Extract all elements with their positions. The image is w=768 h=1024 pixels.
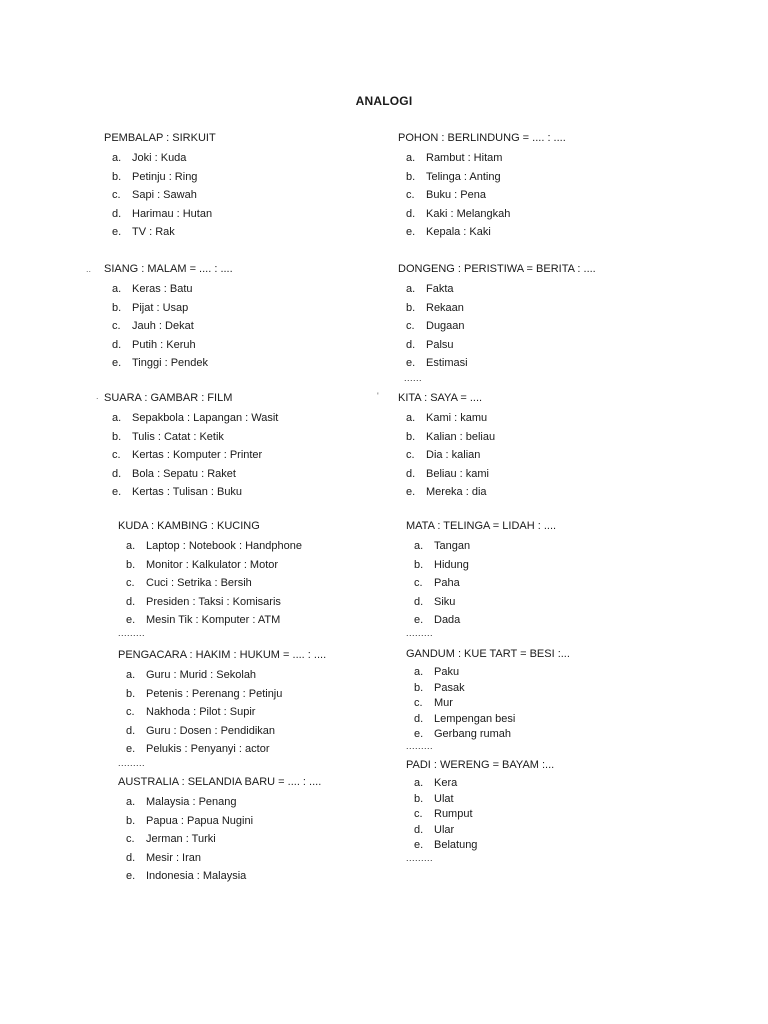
option-letter: e. (126, 614, 136, 627)
answer-option (398, 409, 488, 428)
option-letter: c. (414, 577, 423, 590)
option-text: Hidung (434, 558, 469, 571)
answer-option (406, 792, 554, 808)
option-letter: c. (406, 320, 415, 333)
answer-option (406, 696, 570, 712)
option-text: Paha (434, 577, 460, 590)
option-text: Tangan (434, 540, 471, 552)
option-letter: e. (126, 870, 136, 883)
answer-option (398, 299, 596, 318)
question-siang-malam (104, 262, 233, 373)
option-letter: b. (414, 558, 424, 571)
option-letter: c. (414, 808, 423, 820)
option-text: Bola : Sepatu : Raket (132, 467, 236, 480)
answer-blank: ......... (118, 758, 146, 768)
answer-blank: ...... (404, 373, 423, 383)
option-text: Ulat (434, 792, 454, 805)
option-text: Paku (434, 666, 460, 678)
option-text: Petenis : Perenang : Petinju (146, 687, 283, 700)
option-letter: e. (112, 486, 122, 499)
option-letter: e. (406, 357, 416, 370)
option-letter: a. (112, 152, 122, 164)
option-text: Kera (434, 777, 458, 789)
answer-option (118, 740, 326, 759)
option-letter: a. (414, 540, 424, 552)
option-letter: b. (126, 687, 136, 700)
answer-option (406, 681, 570, 697)
option-letter: e. (406, 226, 416, 239)
answer-option (104, 317, 233, 336)
option-letter: b. (414, 681, 424, 694)
option-letter: a. (414, 666, 424, 678)
answer-option (398, 149, 566, 168)
answer-option (104, 354, 233, 373)
option-text: Presiden : Taksi : Komisaris (146, 595, 281, 608)
option-letter: b. (406, 430, 416, 443)
answer-option (118, 812, 321, 831)
option-letter: b. (112, 430, 122, 443)
answer-option (398, 483, 487, 502)
option-text: Siku (434, 595, 456, 608)
answer-option (104, 280, 233, 299)
question-stem: POHON : BERLINDUNG = .... : .... (398, 132, 566, 144)
question-stem: MATA : TELINGA = LIDAH : .... (406, 520, 557, 532)
option-letter: c. (414, 697, 423, 709)
option-text: Sepakbola : Lapangan : Wasit (132, 412, 279, 424)
option-text: Malaysia : Penang (146, 796, 237, 808)
question-australia (118, 775, 321, 886)
option-text: Mereka : dia (426, 486, 487, 499)
option-letter: e. (112, 226, 122, 239)
option-text: Belatung (434, 839, 478, 851)
option-text: Rumput (434, 808, 473, 820)
option-letter: d. (126, 724, 136, 737)
answer-option (118, 703, 326, 722)
option-letter: d. (406, 338, 416, 351)
answer-option (406, 593, 556, 612)
question-dongeng (398, 262, 596, 373)
option-letter: a. (406, 412, 416, 424)
option-letter: a. (406, 283, 416, 295)
answer-option (118, 722, 326, 741)
answer-option (398, 336, 596, 355)
option-letter: d. (126, 595, 136, 608)
option-letter: d. (406, 207, 416, 220)
option-letter: e. (414, 728, 424, 740)
answer-option (118, 830, 321, 849)
option-text: Mesir : Iran (146, 851, 202, 864)
option-letter: c. (406, 449, 415, 462)
question-pohon (398, 131, 566, 242)
answer-option (104, 336, 233, 355)
option-text: Joki : Kuda (132, 152, 187, 164)
answer-blank: ......... (406, 853, 434, 863)
question-stem: PENGACARA : HAKIM : HUKUM = .... : .... (118, 649, 327, 661)
option-letter: a. (406, 152, 416, 164)
question-stem: DONGENG : PERISTIWA = BERITA : .... (398, 263, 596, 275)
answer-option (118, 849, 321, 868)
answer-option (406, 807, 554, 823)
answer-option (104, 168, 216, 187)
answer-option (398, 354, 596, 373)
option-letter: e. (406, 486, 416, 499)
answer-option (406, 574, 556, 593)
answer-option (118, 537, 302, 556)
option-letter: a. (126, 796, 136, 808)
option-text: Beliau : kami (426, 467, 489, 480)
answer-option (104, 483, 243, 502)
question-suara-gambar (104, 391, 279, 502)
option-letter: e. (414, 839, 424, 851)
option-text: Kalian : beliau (426, 430, 496, 443)
option-text: Indonesia : Malaysia (146, 870, 247, 883)
answer-option (398, 205, 566, 224)
answer-option (118, 867, 321, 886)
answer-blank: ......... (406, 628, 434, 638)
question-gandum (406, 647, 570, 743)
option-text: Estimasi (426, 357, 468, 370)
option-text: Palsu (426, 338, 454, 351)
option-letter: d. (112, 207, 122, 220)
question-stem: KITA : SAYA = .... (398, 392, 483, 404)
option-text: Mesin Tik : Komputer : ATM (146, 614, 281, 627)
option-letter: c. (112, 189, 121, 202)
option-letter: b. (126, 558, 136, 571)
option-letter: e. (414, 614, 424, 627)
question-padi-wereng (406, 758, 554, 854)
option-letter: d. (414, 595, 424, 608)
option-text: Pasak (434, 681, 465, 694)
option-text: Rambut : Hitam (426, 152, 503, 164)
option-text: Kami : kamu (426, 412, 488, 424)
option-text: Kepala : Kaki (426, 226, 491, 239)
question-stem: AUSTRALIA : SELANDIA BARU = .... : .... (118, 776, 322, 788)
option-text: Telinga : Anting (426, 170, 501, 183)
option-text: Laptop : Notebook : Handphone (146, 540, 302, 552)
option-letter: b. (126, 814, 136, 827)
answer-option (104, 186, 216, 205)
option-text: Putih : Keruh (132, 338, 196, 351)
answer-option (398, 280, 596, 299)
option-text: Jauh : Dekat (132, 320, 194, 333)
option-letter: b. (112, 170, 122, 183)
option-text: Dia : kalian (426, 449, 481, 462)
answer-option (398, 446, 482, 465)
option-letter: d. (112, 338, 122, 351)
option-letter: e. (126, 743, 136, 756)
option-text: Sapi : Sawah (132, 189, 197, 202)
question-stem: SUARA : GAMBAR : FILM (104, 392, 233, 404)
option-letter: d. (112, 467, 122, 480)
question-kuda-kambing (118, 519, 302, 630)
answer-option (398, 186, 566, 205)
option-text: Guru : Murid : Sekolah (146, 669, 257, 681)
answer-option (398, 317, 596, 336)
answer-option (406, 776, 554, 792)
option-text: Harimau : Hutan (132, 207, 213, 220)
answer-option (118, 556, 279, 575)
option-letter: d. (414, 712, 424, 725)
answer-option (104, 149, 216, 168)
answer-option (398, 465, 489, 484)
answer-option (104, 205, 216, 224)
question-kita-saya (398, 391, 496, 502)
option-text: Pelukis : Penyanyi : actor (146, 743, 270, 756)
option-letter: c. (112, 449, 121, 462)
answer-option (118, 574, 260, 593)
option-text: Pijat : Usap (132, 301, 189, 314)
option-text: Dugaan (426, 320, 465, 333)
option-text: Nakhoda : Pilot : Supir (146, 706, 256, 719)
stray-mark: ' (377, 391, 379, 401)
option-text: Kaki : Melangkah (426, 207, 511, 220)
answer-blank: ......... (406, 741, 434, 751)
option-text: Kertas : Komputer : Printer (132, 449, 263, 462)
answer-option (398, 168, 566, 187)
option-letter: a. (126, 669, 136, 681)
question-stem: GANDUM : KUE TART = BESI :... (406, 648, 570, 660)
option-letter: c. (126, 706, 135, 719)
option-text: Keras : Batu (132, 283, 193, 295)
page-title: ANALOGI (355, 94, 413, 108)
answer-option (104, 409, 279, 428)
answer-option (398, 428, 496, 447)
answer-option (118, 666, 326, 685)
option-letter: c. (126, 833, 135, 846)
option-letter: c. (112, 320, 121, 333)
option-letter: e. (112, 357, 122, 370)
answer-option (104, 465, 236, 484)
answer-option (118, 593, 281, 612)
answer-option (118, 685, 326, 704)
answer-option (104, 223, 216, 242)
question-stem: SIANG : MALAM = .... : .... (104, 263, 233, 275)
option-text: Monitor : Kalkulator : Motor (146, 558, 279, 571)
option-text: Buku : Pena (426, 189, 486, 202)
question-pembalap (104, 131, 216, 242)
option-letter: d. (126, 851, 136, 864)
answer-option (406, 665, 570, 681)
option-letter: c. (406, 189, 415, 202)
answer-option (406, 537, 556, 556)
option-letter: a. (126, 540, 136, 552)
option-letter: a. (112, 412, 122, 424)
option-letter: d. (406, 467, 416, 480)
option-letter: b. (406, 170, 416, 183)
answer-option (104, 446, 263, 465)
option-text: Guru : Dosen : Pendidikan (146, 724, 276, 737)
answer-blank: ......... (118, 628, 146, 638)
option-text: Jerman : Turki (146, 833, 216, 846)
answer-option (406, 838, 554, 854)
answer-option (406, 556, 556, 575)
option-letter: a. (112, 283, 122, 295)
option-text: Dada (434, 614, 461, 627)
question-stem: PADI : WERENG = BAYAM :... (406, 759, 555, 771)
answer-option (118, 793, 321, 812)
option-text: Cuci : Setrika : Bersih (146, 577, 252, 590)
question-pengacara (118, 648, 326, 759)
option-text: Fakta (426, 283, 454, 295)
option-letter: a. (414, 777, 424, 789)
option-text: Mur (434, 697, 453, 709)
answer-option (406, 823, 554, 839)
option-text: Lempengan besi (434, 712, 516, 725)
option-letter: c. (126, 577, 135, 590)
option-letter: b. (414, 792, 424, 805)
stray-mark: . (96, 391, 99, 401)
answer-option (104, 299, 233, 318)
option-text: Kertas : Tulisan : Buku (132, 486, 243, 499)
option-text: Ular (434, 823, 455, 836)
answer-option (398, 223, 566, 242)
option-text: Gerbang rumah (434, 728, 512, 740)
question-mata-telinga (406, 519, 556, 630)
option-text: TV : Rak (132, 226, 175, 239)
answer-option (406, 712, 570, 728)
option-text: Tinggi : Pendek (132, 357, 209, 370)
option-text: Rekaan (426, 301, 464, 314)
option-letter: b. (406, 301, 416, 314)
option-letter: b. (112, 301, 122, 314)
stray-mark: .. (86, 264, 92, 274)
question-stem: KUDA : KAMBING : KUCING (118, 520, 260, 532)
option-text: Petinju : Ring (132, 170, 198, 183)
answer-option (104, 428, 232, 447)
option-text: Papua : Papua Nugini (146, 814, 254, 827)
option-letter: d. (414, 823, 424, 836)
option-text: Tulis : Catat : Ketik (132, 430, 224, 443)
question-stem: PEMBALAP : SIRKUIT (104, 132, 216, 144)
